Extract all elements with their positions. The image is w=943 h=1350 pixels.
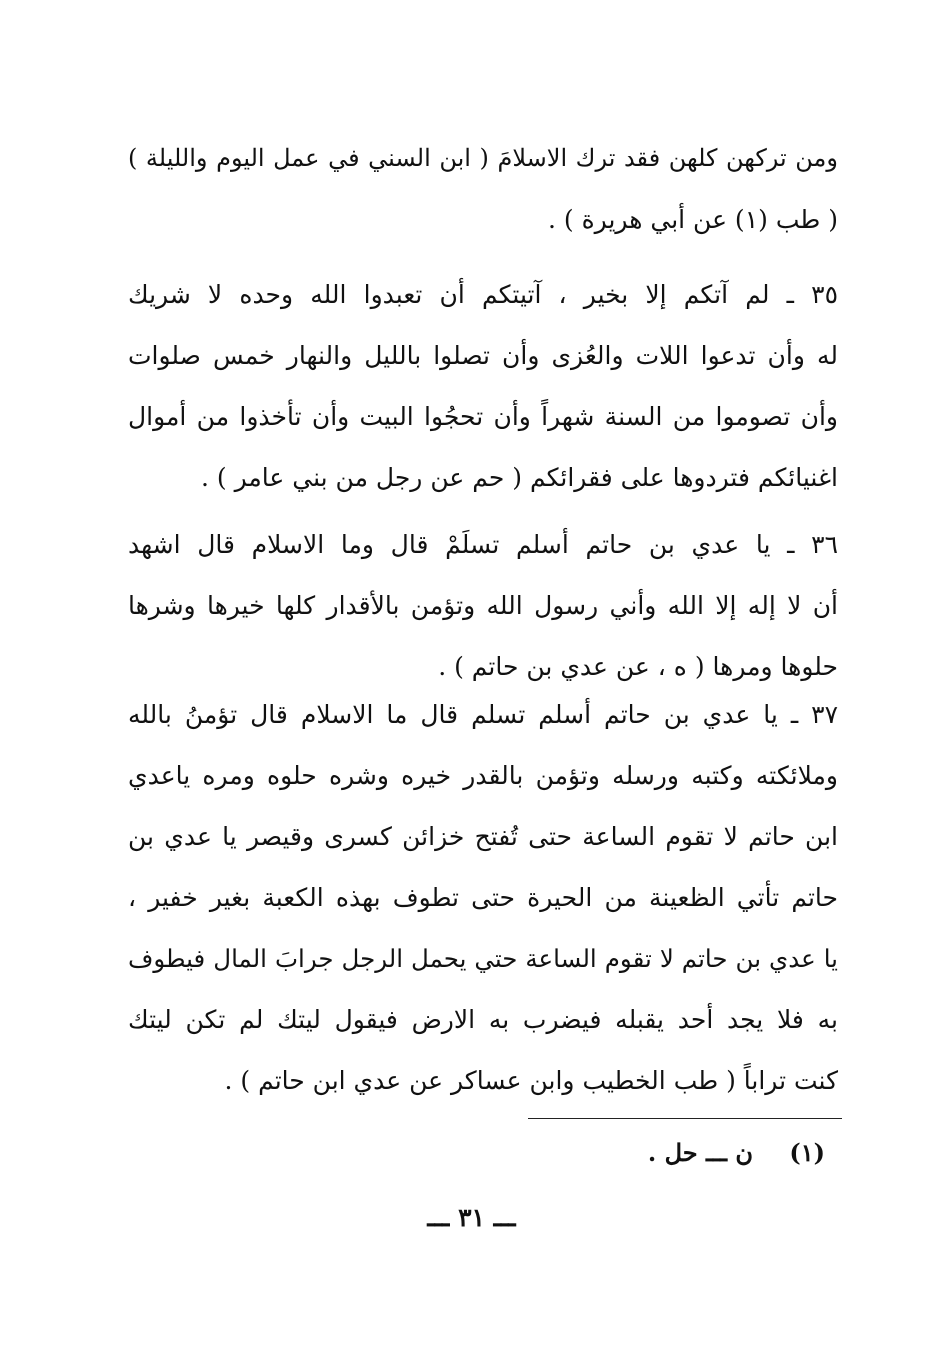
text-line: حلوها ومرها ( ه ، عن عدي بن حاتم ) . (438, 652, 838, 681)
text-line: ٣٥ ـ لم آتكم إلا بخير ، آتيتكم أن تعبدوا الله وحده لا شريك (128, 280, 838, 309)
paragraph-block-1 (128, 128, 838, 250)
hadith-37 (128, 684, 838, 1111)
text-line: أن لا إله إلا الله وأني رسول الله وتؤمن بالأقدار كلها خيرها وشرها (128, 591, 838, 620)
text-line: ٣٦ ـ يا عدي بن حاتم أسلم تسلَمْ قال وما الاسلام قال اشهد (128, 530, 838, 559)
text-line: يا عدي بن حاتم لا تقوم الساعة حتي يحمل الرجل جرابَ المال فيطوف (128, 944, 838, 973)
footnote (648, 1138, 825, 1167)
text-line: ابن حاتم لا تقوم الساعة حتى تُفتح خزائن كسرى وقيصر يا عدي بن (128, 822, 838, 851)
footnote-text: ن ـــ حل . (647, 1138, 754, 1167)
text-line: وأن تصوموا من السنة شهراً وأن تحجُوا البيت وأن تأخذوا من أموال (128, 402, 838, 431)
text-line: وملائكته وكتبه ورسله وتؤمن بالقدر خيره وشره حلوه ومره ياعدي (128, 761, 838, 790)
text-line: ( طب (١) عن أبي هريرة ) . (547, 205, 838, 234)
footnote-divider (528, 1118, 842, 1119)
text-line: اغنيائكم فتردوها على فقرائكم ( حم عن رجل من بني عامر ) . (201, 463, 838, 492)
hadith-36 (128, 514, 838, 697)
footnote-number: (١) (789, 1138, 825, 1167)
text-line: له وأن تدعوا اللات والعُزى وأن تصلوا بالليل والنهار خمس صلوات (128, 341, 838, 370)
text-line: حاتم تأتي الظعينة من الحيرة حتى تطوف بهذه الكعبة بغير خفير ، (128, 883, 838, 912)
hadith-35 (128, 264, 838, 508)
text-line: ومن تركهن كلهن فقد ترك الاسلامَ ( ابن السني في عمل اليوم والليلة ) (128, 144, 838, 172)
text-line: كنت تراباً ( طب الخطيب وابن عساكر عن عدي ابن حاتم ) . (224, 1066, 838, 1095)
text-line: ٣٧ ـ يا عدي بن حاتم أسلم تسلم قال ما الاسلام قال تؤمنُ بالله (128, 700, 838, 729)
text-line: به فلا يجد أحد يقبله فيضرب به الارض فيقول ليتك لم تكن ليتك (128, 1005, 838, 1034)
page-number: ـــ ٣١ ـــ (427, 1203, 516, 1232)
